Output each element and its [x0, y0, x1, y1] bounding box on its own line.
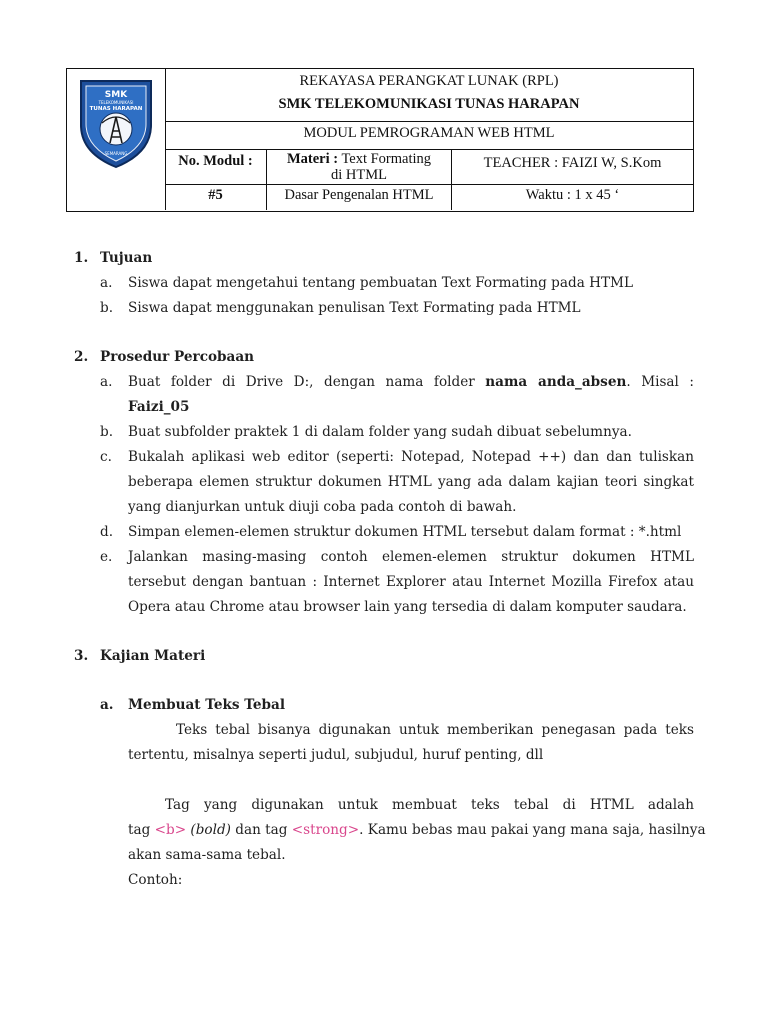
list-marker: a. [100, 374, 113, 390]
list-marker: c. [100, 449, 112, 465]
section-number: 1. [74, 250, 89, 266]
time-allocation: Waktu : 1 x 45 ‘ [525, 187, 620, 203]
list-item-cont: Opera atau Chrome atau browser lain yang tersedia di dalam komputer saudara. [128, 599, 687, 615]
italic-text: (bold) [190, 822, 231, 838]
header-divider [165, 149, 693, 150]
list-marker: e. [100, 549, 113, 565]
paragraph-line: akan sama-sama tebal. [128, 847, 286, 863]
paragraph-line: tertentu, misalnya seperti judul, subjudul, huruf penting, dll [128, 747, 544, 763]
subsection-title: Membuat Teks Tebal [128, 697, 285, 713]
materi-cell [267, 151, 451, 183]
list-item: Siswa dapat menggunakan penulisan Text Formating pada HTML [128, 300, 581, 316]
text: dan tag [235, 822, 288, 838]
svg-text:TUNAS HARAPAN: TUNAS HARAPAN [89, 106, 143, 112]
school-name: SMK TELEKOMUNIKASI TUNAS HARAPAN [278, 96, 580, 112]
section-title-tujuan: Tujuan [100, 250, 153, 266]
list-item-cont: yang dianjurkan untuk diuji coba pada contoh di bawah. [128, 499, 517, 515]
header-divider [165, 121, 693, 122]
list-item-text: Buat folder di Drive D:, dengan nama folder [128, 374, 475, 390]
code-tag-strong: <strong> [291, 822, 360, 838]
list-item: Bukalah aplikasi web editor (seperti: Notepad, Notepad ++) dan dan tuliskan [128, 449, 694, 465]
list-marker: a. [100, 275, 113, 291]
section-title-kajian: Kajian Materi [100, 648, 206, 664]
materi-value-2: di HTML [331, 167, 387, 183]
header-divider [165, 184, 693, 185]
svg-text:SMK: SMK [104, 90, 128, 100]
teacher-name: TEACHER : FAIZI W, S.Kom [483, 155, 662, 171]
list-item-text: . Misal : [626, 374, 694, 390]
no-modul-label: No. Modul : [178, 153, 253, 169]
section-number: 2. [74, 349, 89, 365]
folder-name-bold: nama anda_absen [485, 374, 627, 390]
list-item-cont: beberapa elemen struktur dokumen HTML yang ada dalam kajian teori singkat [128, 474, 694, 490]
list-item: Simpan elemen-elemen struktur dokumen HTML tersebut dalam format : *.html [128, 524, 682, 540]
list-item-cont: tersebut dengan bantuan : Internet Explorer atau Internet Mozilla Firefox atau [128, 574, 694, 590]
section-number: 3. [74, 648, 89, 664]
text: . Kamu bebas mau pakai yang mana saja, hasilnya [359, 822, 706, 838]
list-item [128, 374, 694, 390]
text: tag [128, 822, 151, 838]
department-title: REKAYASA PERANGKAT LUNAK (RPL) [299, 73, 559, 89]
materi-label: Materi : [286, 151, 339, 167]
paragraph-line [128, 822, 706, 838]
logo-cell [67, 69, 166, 210]
subsection-marker: a. [100, 697, 114, 713]
list-marker: b. [100, 424, 114, 440]
list-marker: b. [100, 300, 114, 316]
svg-text:TELEKOMUNIKASI: TELEKOMUNIKASI [98, 100, 134, 105]
svg-text:SEMARANG: SEMARANG [104, 151, 128, 156]
school-logo-icon [77, 77, 155, 169]
section-title-prosedur: Prosedur Percobaan [100, 349, 255, 365]
list-item: Buat subfolder praktek 1 di dalam folder yang sudah dibuat sebelumnya. [128, 424, 632, 440]
modul-number: #5 [208, 187, 223, 203]
example-folder-bold: Faizi_05 [128, 399, 190, 415]
materi-value: Text Formating [341, 151, 432, 167]
list-marker: d. [100, 524, 114, 540]
topic: Dasar Pengenalan HTML [284, 187, 434, 203]
example-label: Contoh: [128, 872, 183, 888]
module-title: MODUL PEMROGRAMAN WEB HTML [303, 125, 555, 141]
list-item: Jalankan masing-masing contoh elemen-elemen struktur dokumen HTML [128, 549, 694, 565]
paragraph-line: Teks tebal bisanya digunakan untuk memberikan penegasan pada teks [176, 722, 694, 738]
module-header-table [66, 68, 694, 212]
code-tag-b: <b> [154, 822, 187, 838]
paragraph-line: Tag yang digunakan untuk membuat teks tebal di HTML adalah [165, 797, 694, 813]
list-item: Siswa dapat mengetahui tentang pembuatan Text Formating pada HTML [128, 275, 633, 291]
